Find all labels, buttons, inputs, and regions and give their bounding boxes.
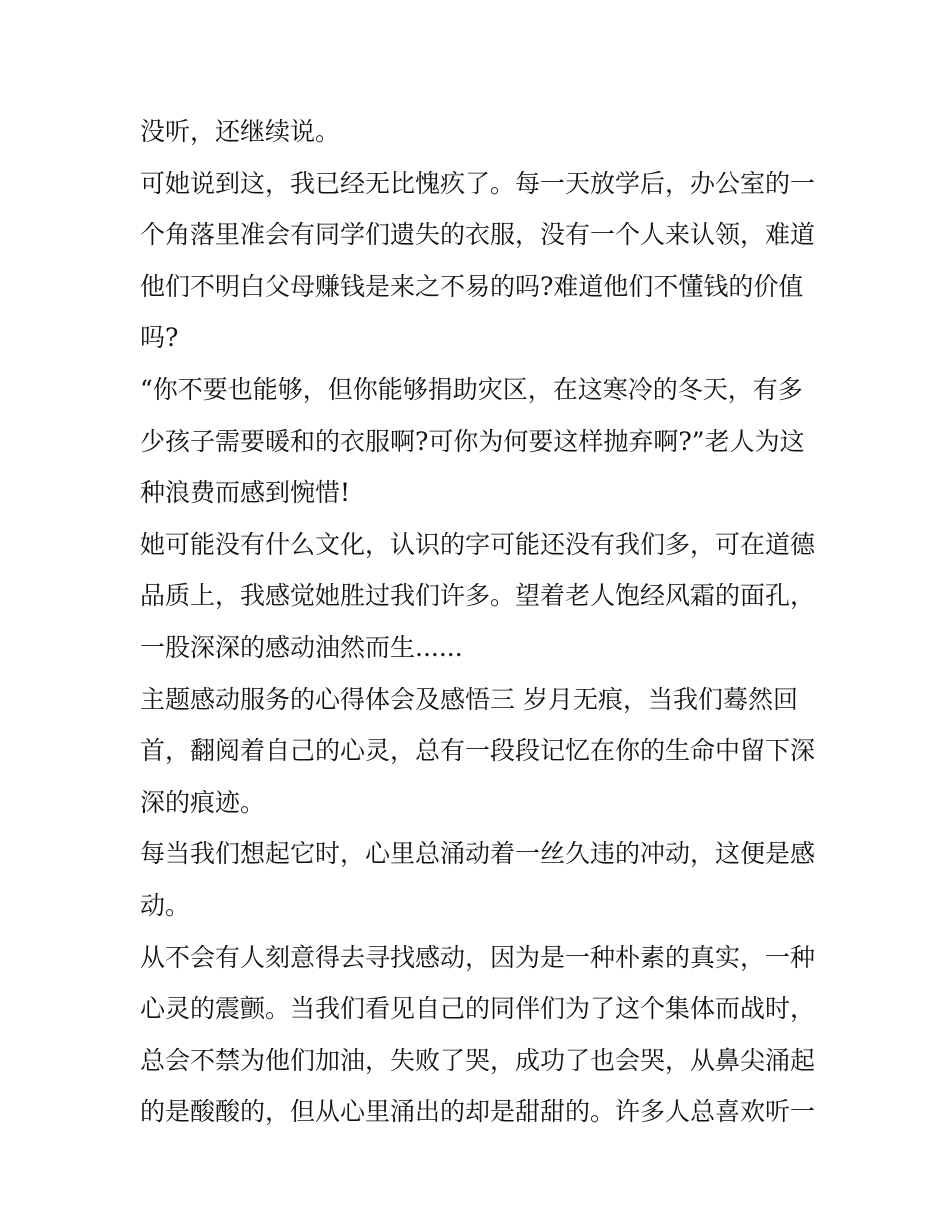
text-line: 品质上，我感觉她胜过我们许多。望着老人饱经风霜的面孔，	[140, 581, 816, 611]
text-line: 种浪费而感到惋惜!	[140, 478, 351, 508]
text-line: 深的痕迹。	[140, 787, 266, 817]
text-line: 首，翻阅着自己的心灵，总有一段段记忆在你的生命中留下深	[140, 736, 816, 766]
text-line: 吗?	[140, 323, 179, 353]
text-line: 的是酸酸的，但从心里涌出的却是甜甜的。许多人总喜欢听一	[140, 1097, 816, 1127]
text-line: 从不会有人刻意得去寻找感动，因为是一种朴素的真实，一种	[140, 942, 816, 972]
text-line: 每当我们想起它时，心里总涌动着一丝久违的冲动，这便是感	[140, 839, 816, 869]
text-line: 个角落里准会有同学们遗失的衣服，没有一个人来认领，难道	[140, 220, 816, 250]
text-line: 主题感动服务的心得体会及感悟三 岁月无痕，当我们蓦然回	[140, 684, 798, 714]
text-line: 一股深深的感动油然而生......	[140, 632, 463, 662]
document-body	[140, 106, 816, 1138]
text-line: 少孩子需要暖和的衣服啊?可你为何要这样抛弃啊?”老人为这	[140, 426, 805, 456]
text-line: 可她说到这，我已经无比愧疚了。每一天放学后，办公室的一	[140, 168, 816, 198]
text-line: 他们不明白父母赚钱是来之不易的吗?难道他们不懂钱的价值	[140, 271, 804, 301]
text-line: 总会不禁为他们加油，失败了哭，成功了也会哭，从鼻尖涌起	[140, 1045, 816, 1075]
text-line: 没听，还继续说。	[140, 117, 341, 146]
text-line: “你不要也能够，但你能够捐助灾区，在这寒冷的冬天，有多	[140, 374, 803, 404]
text-line: 她可能没有什么文化，认识的字可能还没有我们多，可在道德	[140, 529, 816, 559]
text-line: 心灵的震颤。当我们看见自己的同伴们为了这个集体而战时，	[140, 994, 816, 1024]
text-line: 动。	[140, 890, 191, 920]
